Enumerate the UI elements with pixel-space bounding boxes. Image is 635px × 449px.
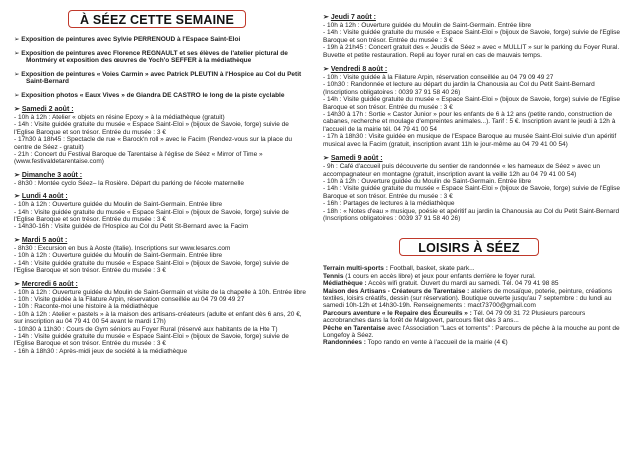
- bullet-arrow-icon: ➢: [14, 236, 22, 244]
- event-line: - 14h : Visite guidée gratuite du musée « Espace Saint-Eloi » (bijoux de Savoie, forge) suivie de l'Eglise Baroque et son trésor. Entrée du musée : 3 €: [14, 259, 289, 275]
- day-heading: [323, 155, 623, 163]
- loisir-text: Accès wifi gratuit. Ouvert du mardi au samedi. Tél. 04 79 41 98 85: [366, 280, 559, 288]
- loisir-name: Parcours aventure « le Repaire des Écureuils » :: [323, 309, 472, 317]
- loisir-name: Maison des Artisans - Créateurs de Tarentaise :: [323, 287, 470, 295]
- loisir-item: [323, 280, 623, 287]
- event-line: - 14h : Visite guidée gratuite du musée « Espace Saint-Eloi » (bijoux de Savoie, forge) suivie de l'Eglise Baroque et son trésor. Entrée du musée : 3 €: [323, 185, 621, 200]
- day-label: Samedi 9 août :: [330, 155, 383, 163]
- event-line: - 9h : Café d'accueil puis découverte du sentier de randonnée « les hameaux de Séez » avec un accompagnateur en montagne (gratuit, inscription avant la veille 12h au 04 79 41 00 54): [323, 163, 600, 178]
- day-heading: [14, 106, 310, 114]
- loisir-item: [323, 265, 623, 272]
- event-line: - 14h : Visite guidée gratuite du musée « Espace Saint-Eloi » (bijoux de Savoie, forge) suivie de l'Eglise Baroque et son trésor. Entrée du musée : 3 €: [14, 208, 289, 224]
- event-line: - 10h à 12h : Ouverture guidée du Moulin de Saint-Germain. Entrée libre: [323, 22, 532, 29]
- bullet-arrow-icon: ➢: [14, 92, 20, 100]
- event-line: - 14h30 à 17h : Sortie « Castor Junior » pour les enfants de 6 à 12 ans (petite rando, construction de cabanes, recherche et moulage d'empreintes animales...). Tarif : 5 €. Inscription avant le jeudi à 12h à l'accueil de la mairie tél. 04 79 41 00 54: [323, 111, 616, 133]
- exhibition-text: Exposition photos « Eaux Vives » de Giandra DE CASTRO le long de la piste cyclable: [21, 92, 285, 100]
- event-line: - 10h à 12h : Ouverture guidée du Moulin de Saint-Germain. Entrée libre: [14, 252, 223, 260]
- loisir-name: Randonnées :: [323, 339, 366, 347]
- bullet-arrow-icon: ➢: [14, 193, 22, 201]
- bullet-arrow-icon: ➢: [14, 49, 20, 57]
- event-line: - 10h : Visite guidée à la Filature Arpin, réservation conseillée au 04 79 09 49 27: [14, 295, 245, 303]
- bullet-arrow-icon: ➢: [323, 14, 331, 21]
- event-line: - 21h : Concert du Festival Baroque de Tarentaise à l'église de Séez « Mirror of Time » (www.festivaldetarentaise.com): [14, 151, 263, 166]
- exhibition-text: Exposition de peintures avec Sylvie PERRENOUD à l'Espace Saint-Eloi: [21, 36, 241, 43]
- day-heading: [14, 281, 310, 289]
- event-line: - 16h à 18h30 : Après-midi jeux de société à la médiathèque: [14, 347, 188, 355]
- day-label: Lundi 4 août :: [21, 193, 68, 201]
- exhibition-item: [14, 50, 310, 65]
- event-line: - 17h à 18h30 : Visite guidée en musique de l'Espace Baroque au musée Saint-Eloi suivie d'un apéritif musical avec la Facim (gratuit, inscription avant 11h le jour-même au 04 79 41 00 54): [323, 133, 617, 148]
- event-line: - 19h à 21h45 : Concert gratuit des « Jeudis de Séez » avec « MULLIT » sur le parking du Foyer Rural. Buvette et petite restauration. Repli au foyer rural en cas de mauvais temps.: [323, 44, 620, 59]
- loisirs-list: [323, 265, 623, 346]
- loisir-text: avec l'Association "Lacs et torrents" : Parcours de pêche à la mouche au pont de Longefoy à Séez.: [323, 324, 620, 339]
- day-heading: [14, 193, 310, 201]
- bullet-arrow-icon: ➢: [14, 171, 22, 179]
- event-line: - 10h : Raconte-moi une histoire à la médiathèque: [14, 303, 159, 311]
- bullet-arrow-icon: ➢: [14, 106, 22, 113]
- event-line: - 18h : « Notes d'eau » musique, poésie et apéritif au jardin la Chanousia au Col du Petit Saint-Bernard (Inscriptions obligatoires : 0039 37 91 58 40 26): [323, 207, 620, 222]
- event-line: - 16h : Partages de lectures à la médiathèque: [323, 200, 455, 208]
- loisir-item: [323, 310, 623, 325]
- loisir-name: Médiathèque :: [323, 280, 367, 288]
- loisir-text: Football, basket, skate park...: [387, 265, 475, 273]
- exhibition-text: Exposition de peintures avec Florence REGNAULT et ses élèves de l'atelier pictural de Montméry et exposition des œuvres de Yoch'o SEFFER à la médiathèque: [21, 49, 288, 65]
- event-line: - 14h : Visite guidée gratuite du musée « Espace Saint-Eloi » (bijoux de Savoie, forge) suivie de l'Eglise Baroque et son trésor. Entrée du musée : 3 €: [323, 96, 621, 111]
- bullet-arrow-icon: ➢: [323, 66, 331, 74]
- day-label: Samedi 2 août :: [21, 106, 74, 113]
- event-line: - 10h à 12h : Ouverture guidée du Moulin de Saint-Germain et visite de la chapelle à 10h. Entrée libre: [14, 288, 306, 296]
- left-column: [14, 0, 310, 355]
- event-line: - 10h30 à 11h30 : Cours de Gym séniors au Foyer Rural (réservé aux habitants de la Hte T): [14, 325, 278, 333]
- day-label: Vendredi 8 août :: [330, 66, 388, 74]
- left-days: [14, 106, 310, 355]
- event-line: - 8h30 : Montée cyclo Séez– la Rosière. Départ du parking de l'école maternelle: [14, 179, 244, 187]
- exhibitions-list: [14, 36, 310, 100]
- day-heading: [14, 172, 310, 180]
- bullet-arrow-icon: ➢: [14, 71, 20, 78]
- event-line: - 14h : Visite guidée gratuite du musée « Espace Saint-Eloi » (bijoux de Savoie, forge) suivie de l'Eglise Baroque et son trésor. Entrée du musée : 3 €: [14, 121, 289, 136]
- exhibition-item: [14, 71, 310, 86]
- loisir-item: [323, 339, 623, 346]
- bullet-arrow-icon: ➢: [323, 155, 331, 163]
- event-line: - 10h à 12h : Atelier « pastels » à la maison des artisans-créateurs (adulte et enfant dès 6 ans, 20 €, sur inscription au 04 79 41 00 54 avant le mardi 17h): [14, 310, 302, 326]
- loisir-name: Pêche en Tarentaise: [323, 324, 386, 332]
- event-line: - 14h : Visite guidée gratuite du musée « Espace Saint-Eloi » (bijoux de Savoie, forge) suivie de l'Eglise Baroque et son trésor. Entrée du musée : 3 €: [14, 332, 289, 348]
- day-heading: [323, 14, 623, 22]
- bullet-arrow-icon: ➢: [14, 36, 20, 43]
- loisir-item: [323, 325, 623, 340]
- loisir-name: Terrain multi-sports :: [323, 265, 388, 273]
- day-heading: [323, 66, 623, 74]
- loisirs-title: LOISIRS À SÉEZ: [399, 238, 539, 256]
- loisir-item: [323, 273, 623, 280]
- day-label: Mercredi 6 août :: [21, 280, 78, 288]
- day-label: Dimanche 3 août :: [21, 171, 83, 179]
- loisir-text: Tél. 04 79 09 31 72 Plusieurs parcours accrobranches dans la forêt de Malgovert, parcours filet dès 3 ans...: [323, 309, 586, 325]
- loisir-text: (1 cours en accès libre) et jeux pour enfants derrière le foyer rural.: [343, 272, 536, 280]
- event-line: - 10h30 : Randonnée et lecture au départ du jardin la Chanousia au Col du Petit Saint-Bernard (Inscriptions obligatoires : 0039 37 91 58 40 26): [323, 81, 595, 96]
- event-line: - 10h à 12h : Ouverture guidée du Moulin de Saint-Germain. Entrée libre: [323, 177, 532, 185]
- bullet-arrow-icon: ➢: [14, 280, 22, 288]
- loisir-text: Topo rando en vente à l'accueil de la mairie (4 €): [365, 339, 508, 347]
- day-label: Mardi 5 août :: [21, 236, 68, 244]
- exhibition-item: [14, 92, 310, 99]
- event-line: - 14h30-16h : Visite guidée de l'Hospice au Col du Petit St-Bernard avec la Facim: [14, 223, 249, 231]
- event-line: - 10h à 12h : Ouverture guidée du Moulin de Saint-Germain. Entrée libre: [14, 201, 223, 209]
- exhibition-text: Exposition de peintures « Voies Carmin » avec Patrick PLEUTIN à l'Hospice au Col du Petit Saint-Bernard: [21, 71, 302, 86]
- event-line: - 10h à 12h : Atelier « objets en résine Epoxy » à la médiathèque (gratuit): [14, 114, 225, 121]
- exhibition-item: [14, 36, 310, 43]
- day-label: Jeudi 7 août :: [330, 14, 376, 21]
- right-column: [323, 0, 623, 347]
- event-line: - 14h : Visite guidée gratuite du musée « Espace Saint-Eloi » (bijoux de Savoie, forge) suivie de l'Eglise Baroque et son trésor. Entrée du musée : 3 €: [323, 29, 621, 44]
- right-days: [323, 14, 623, 222]
- loisir-item: [323, 288, 623, 310]
- event-line: - 17h30 à 18h45 : Spectacle de rue « Barock'n roll » avec le Facim (Rendez-vous sur la place du centre de Séez - gratuit): [14, 136, 293, 151]
- loisir-name: Tennis: [323, 272, 344, 280]
- loisir-text: ateliers de mosaïque, poterie, peinture, créations textiles, loisirs créatifs, dessin (sur réservation). Boutique ouverte jusqu'au 7 septembre : du lundi au samedi 10h-12h et 14h30-19h. Renseignements : mact73700@gmail.com: [323, 287, 613, 310]
- week-title: À SÉEZ CETTE SEMAINE: [68, 10, 246, 28]
- event-line: - 10h : Visite guidée à la Filature Arpin, réservation conseillée au 04 79 09 49 27: [323, 74, 554, 82]
- event-line: - 8h30 : Excursion en bus à Aoste (Italie). Inscriptions sur www.lesarcs.com: [14, 244, 231, 252]
- day-heading: [14, 237, 310, 245]
